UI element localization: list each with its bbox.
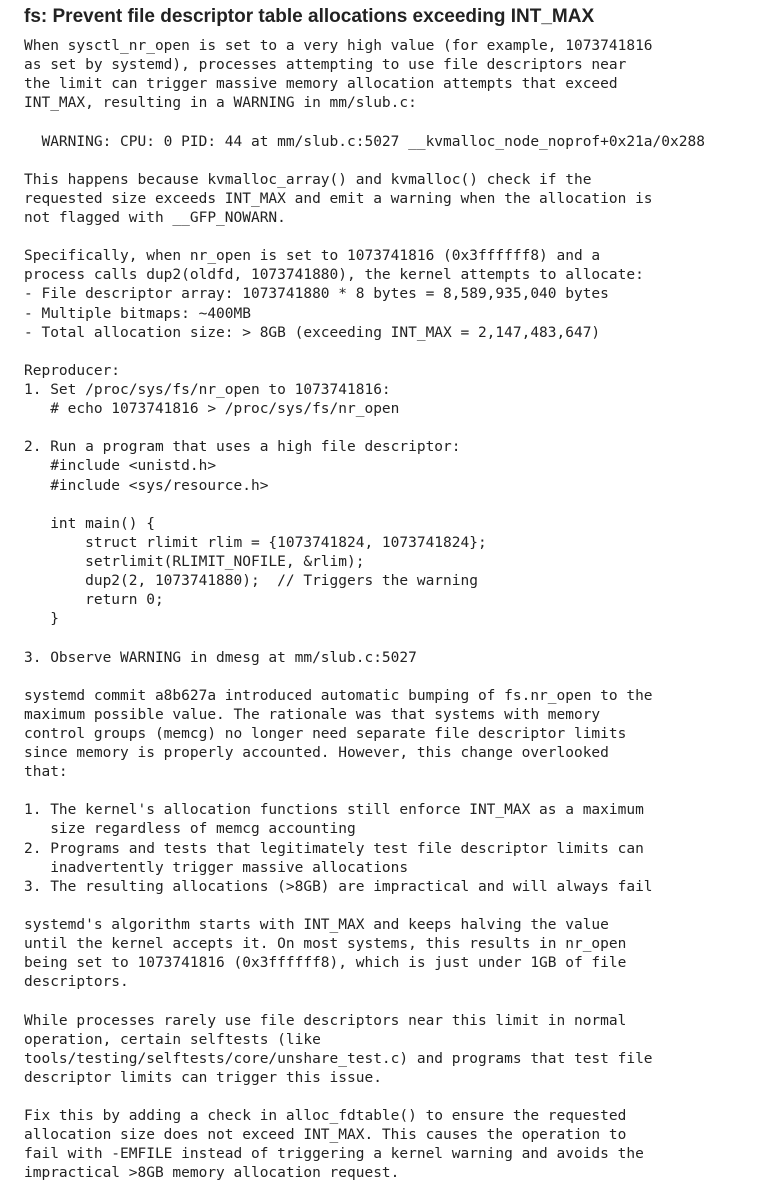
commit-message-line: as set by systemd), processes attempting to use file descriptors near xyxy=(24,57,627,74)
commit-message-line: This happens because kvmalloc_array() and kvmalloc() check if the xyxy=(24,171,592,188)
commit-message-line xyxy=(24,1088,705,1107)
commit-message-line: systemd commit a8b627a introduced automatic bumping of fs.nr_open to the xyxy=(24,687,653,704)
commit-message-line: size regardless of memcg accounting xyxy=(24,821,356,838)
commit-message-line xyxy=(24,228,705,247)
commit-message-line: 3. The resulting allocations (>8GB) are impractical and will always fail xyxy=(24,878,653,895)
commit-message-line: descriptors. xyxy=(24,974,129,991)
commit-message-line: 2. Run a program that uses a high file descriptor: xyxy=(24,439,461,456)
commit-message-line: fail with -EMFILE instead of triggering a kernel warning and avoids the xyxy=(24,1146,644,1163)
commit-message-line: return 0; xyxy=(24,592,164,609)
commit-message-line xyxy=(24,343,705,362)
commit-message-line xyxy=(24,668,705,687)
commit-message-line: maximum possible value. The rationale was that systems with memory xyxy=(24,706,601,723)
commit-message-line xyxy=(24,629,705,648)
commit-message-line: until the kernel accepts it. On most systems, this results in nr_open xyxy=(24,936,627,953)
commit-message-line: 1. The kernel's allocation functions still enforce INT_MAX as a maximum xyxy=(24,802,644,819)
commit-message-body xyxy=(24,37,705,1184)
commit-message-line: INT_MAX, resulting in a WARNING in mm/slub.c: xyxy=(24,95,417,112)
commit-message-line: Fix this by adding a check in alloc_fdtable() to ensure the requested xyxy=(24,1108,627,1125)
commit-message-line: 1. Set /proc/sys/fs/nr_open to 1073741816: xyxy=(24,381,391,398)
commit-message-line: tools/testing/selftests/core/unshare_test.c) and programs that test file xyxy=(24,1050,653,1067)
commit-message-line: int main() { xyxy=(24,515,155,532)
commit-message-line: descriptor limits can trigger this issue. xyxy=(24,1069,382,1086)
commit-message-line: allocation size does not exceed INT_MAX. This causes the operation to xyxy=(24,1127,627,1144)
commit-message-line xyxy=(24,782,705,801)
commit-message-line: Specifically, when nr_open is set to 1073741816 (0x3ffffff8) and a xyxy=(24,248,601,265)
commit-message-line: # echo 1073741816 > /proc/sys/fs/nr_open xyxy=(24,401,400,418)
commit-message-line: - Multiple bitmaps: ~400MB xyxy=(24,305,251,322)
commit-message-line xyxy=(24,113,705,132)
commit-message-line xyxy=(24,897,705,916)
commit-message-line: Reproducer: xyxy=(24,362,121,379)
commit-message-line: struct rlimit rlim = {1073741824, 1073741824}; xyxy=(24,534,487,551)
commit-message-line: While processes rarely use file descriptors near this limit in normal xyxy=(24,1012,627,1029)
commit-message-line: WARNING: CPU: 0 PID: 44 at mm/slub.c:5027 __kvmalloc_node_noprof+0x21a/0x288 xyxy=(24,133,705,150)
commit-message-line: - Total allocation size: > 8GB (exceeding INT_MAX = 2,147,483,647) xyxy=(24,324,601,341)
commit-message-line: systemd's algorithm starts with INT_MAX and keeps halving the value xyxy=(24,917,609,934)
commit-message-line: } xyxy=(24,611,59,628)
commit-message-line xyxy=(24,496,705,515)
commit-message-line: requested size exceeds INT_MAX and emit a warning when the allocation is xyxy=(24,190,653,207)
commit-message-line: 3. Observe WARNING in dmesg at mm/slub.c:5027 xyxy=(24,649,417,666)
commit-message-line: control groups (memcg) no longer need separate file descriptor limits xyxy=(24,725,627,742)
commit-message-line: since memory is properly accounted. However, this change overlooked xyxy=(24,745,609,762)
commit-message-line: dup2(2, 1073741880); // Triggers the warning xyxy=(24,573,478,590)
commit-message-line: the limit can trigger massive memory allocation attempts that exceed xyxy=(24,76,618,93)
commit-message-line: When sysctl_nr_open is set to a very high value (for example, 1073741816 xyxy=(24,38,653,54)
commit-message-line: inadvertently trigger massive allocations xyxy=(24,859,409,876)
commit-message-line xyxy=(24,419,705,438)
commit-message-line: operation, certain selftests (like xyxy=(24,1031,321,1048)
commit-message-line: setrlimit(RLIMIT_NOFILE, &rlim); xyxy=(24,553,365,570)
commit-message-line: - File descriptor array: 1073741880 * 8 bytes = 8,589,935,040 bytes xyxy=(24,286,609,303)
commit-message-line: that: xyxy=(24,764,68,781)
commit-title: fs: Prevent file descriptor table allocations exceeding INT_MAX xyxy=(24,6,595,27)
commit-message-line: 2. Programs and tests that legitimately test file descriptor limits can xyxy=(24,840,644,857)
commit-message-line: process calls dup2(oldfd, 1073741880), the kernel attempts to allocate: xyxy=(24,267,644,284)
commit-message-line xyxy=(24,992,705,1011)
commit-message-line: #include <sys/resource.h> xyxy=(24,477,269,494)
commit-message-line: being set to 1073741816 (0x3ffffff8), which is just under 1GB of file xyxy=(24,955,627,972)
commit-message-line xyxy=(24,152,705,171)
commit-message-line: impractical >8GB memory allocation request. xyxy=(24,1165,400,1182)
commit-message-line: not flagged with __GFP_NOWARN. xyxy=(24,209,286,226)
commit-message-line: #include <unistd.h> xyxy=(24,458,217,475)
